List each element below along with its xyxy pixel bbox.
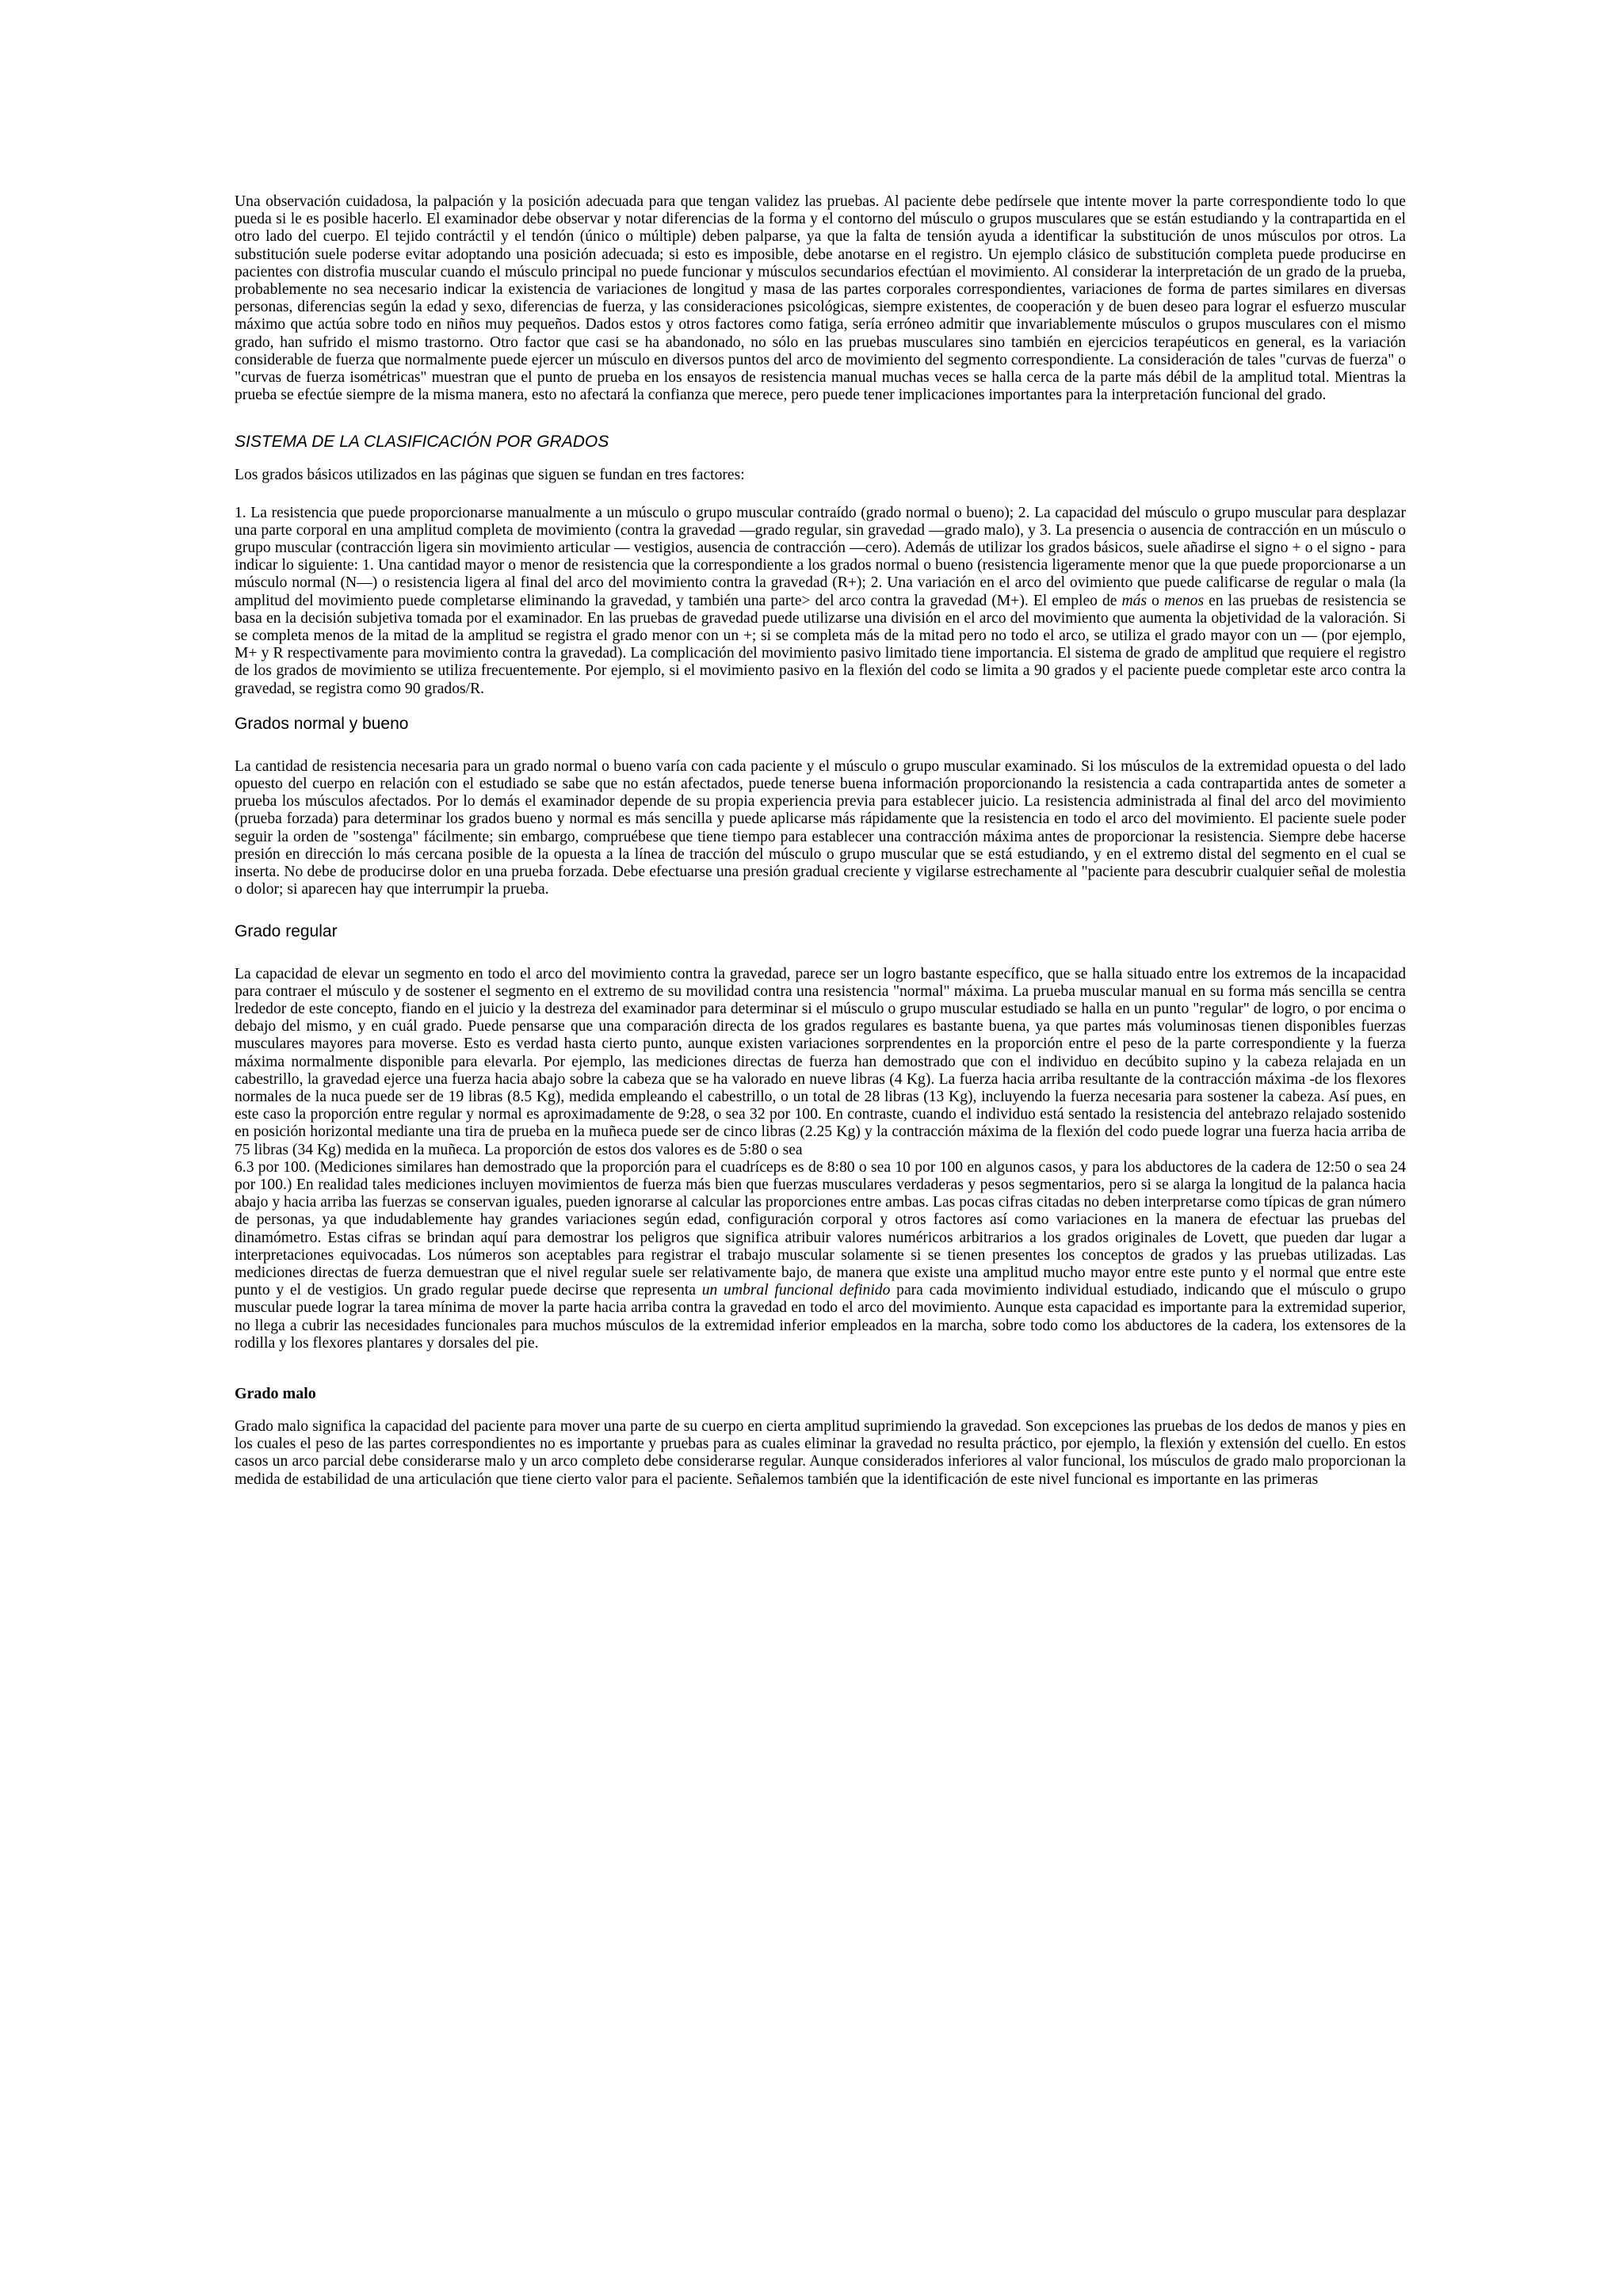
paragraph-grado-malo: Grado malo significa la capacidad del paciente para mover una parte de su cuerpo en cierta amplitud suprimiendo la gravedad. Son excepciones las pruebas de los dedos de manos y pies en los cuales el peso de las partes correspondientes no es importante y pruebas para as cuales eliminar la gravedad no resulta práctico, por ejemplo, la flexión y extensión del cuello. En estos casos un arco parcial debe considerarse malo y un arco completo debe considerarse regular. Aunque considerados inferiores al valor funcional, los músculos de grado malo proporcionan la medida de estabilidad de una articulación que tiene cierto valor para el paciente. Señalemos también que la identificación de este nivel funcional es importante en las primeras (235, 1417, 1406, 1488)
heading-grado-regular: Grado regular (235, 921, 338, 940)
paragraph-observacion: Una observación cuidadosa, la palpación y la posición adecuada para que tengan validez las pruebas. Al paciente debe pedírsele que intente mover la parte correspondiente todo lo que pueda si le es posible hacerlo. El examinador debe observar y notar diferencias de la forma y el contorno del músculo o grupos musculares que se están estudiando y la contrapartida en el otro lado del cuerpo. El tejido contráctil y el tendón (único o múltiple) deben palparse, ya que la falta de tensión ayuda a identificar la substitución de unos músculos por otros. La substitución suele poderse evitar adoptando una posición adecuada; si esto es imposible, debe anotarse en el registro. Un ejemplo clásico de substitución completa puede producirse en pacientes con distrofia muscular cuando el músculo principal no puede funcionar y músculos secundarios efectúan el movimiento. Al considerar la interpretación de un grado de la prueba, probablemente no sea necesario indicar la existencia de variaciones de longitud y masa de las partes corporales correspondientes, variaciones de forma de partes similares en diversas personas, diferencias según la edad y sexo, diferencias de fuerza, y las consideraciones psicológicas, siempre existentes, de cooperación y de buen deseo para lograr el esfuerzo muscular máximo que actúa sobre todo en niños muy pequeños. Dados estos y otros factores como fatiga, sería erróneo admitir que invariablemente músculos o grupos musculares con el mismo grado, han sufrido el mismo trastorno. Otro factor que casi se ha abandonado, no sólo en las pruebas musculares sino también en ejercicios terapéuticos en general, es la variación considerable de fuerza que normalmente puede ejercer un músculo en diversos puntos del arco de movimiento del segmento correspondiente. La consideración de tales "curvas de fuerza" o "curvas de fuerza isométricas" muestran que el punto de prueba en los ensayos de resistencia manual muchas veces se halla cerca de la parte más débil de la amplitud total. Mientras la prueba se efectúe siempre de la misma manera, esto no afectará la confianza que merece, pero puede tener implicaciones importantes para la interpretación funcional del grado. (235, 193, 1406, 404)
paragraph-factores (235, 505, 1406, 698)
paragraph-grados-basicos: Los grados básicos utilizados en las páginas que siguen se fundan en tres factores: (235, 467, 745, 484)
paragraph-normal-bueno: La cantidad de resistencia necesaria para un grado normal o bueno varía con cada paciente y el músculo o grupo muscular examinado. Si los músculos de la extremidad opuesta o del lado opuesto del cuerpo en relación con el estudiado se sabe que no están afectados, puede tenerse buena información proporcionando la resistencia a cada contrapartida antes de someter a prueba los músculos afectados. Por lo demás el examinador depende de su propia experiencia previa para establecer juicio. La resistencia administrada al final del arco del movimiento (prueba forzada) para determinar los grados bueno y normal es más sencilla y puede aplicarse más rápidamente que la resistencia en todo el arco del movimiento. El paciente suele poder seguir la orden de "sostenga" fácilmente; sin embargo, compruébese que tiene tiempo para establecer una contracción máxima antes de proporcionar la resistencia. Siempre debe hacerse presión en dirección lo más cercana posible de la opuesta a la línea de tracción del músculo o grupo muscular que se está estudiando, y en el extremo distal del segmento en el cual se inserta. No debe de producirse dolor en una prueba forzada. Debe efectuarse una presión gradual creciente y vigilarse estrechamente al "paciente para descubrir cualquier señal de molestia o dolor; si aparecen hay que interrumpir la prueba. (235, 757, 1406, 898)
emphasis-mas: más (1121, 592, 1148, 609)
paragraph-mediciones-text-a: 6.3 por 100. (Mediciones similares han demostrado que la proporción para el cuadríceps es de 8:80 o sea 10 por 100 en algunos casos, y para los abductores de la cadera de 12:50 o sea 24 por 100.) En realidad tales mediciones incluyen movimientos de fuerza más bien que fuerzas musculares verdaderas y pesos segmentarios, pero si se alarga la longitud de la palanca hacia abajo y hacia arriba las fuerzas se conservan iguales, pueden ignorarse al calcular las proporciones entre ambas. Las pocas cifras citadas no deben interpretarse como típicas de gran número de personas, ya que indudablemente hay grandes variaciones según edad, configuración corporal y otros factores así como variaciones en la manera de efectuar las pruebas del dinamómetro. Estas cifras se brindan aquí para demostrar los peligros que significa atribuir valores numéricos arbitrarios a los grados originales de Lovett, que pueden dar lugar a interpretaciones equivocadas. Los números son aceptables para registrar el trabajo muscular solamente si se tienen presentes los conceptos de grados y las pruebas utilizadas. Las mediciones directas de fuerza demuestran que el nivel regular suele ser relativamente bajo, de manera que existe una amplitud mucho mayor entre este punto y el normal que entre este punto y el de vestigios. Un grado regular puede decirse que representa (235, 1158, 1406, 1299)
paragraph-mediciones-text-b: para cada movimiento individual estudiado, indicando que el músculo o grupo muscular puede lograr la tarea mínima de mover la parte hacia arriba contra la gravedad en todo el arco del movimiento. Aunque esta capacidad es importante para la extremidad superior, no llega a cubrir las necesidades funcionales para muchos músculos de la extremidad inferior empleados en la marcha, sobre todo como los abductores de la cadera, los extensores de la rodilla y los flexores plantares y dorsales del pie. (235, 1282, 1406, 1352)
document-body (235, 193, 1406, 1489)
emphasis-menos: menos (1164, 592, 1205, 609)
paragraph-grado-regular: La capacidad de elevar un segmento en todo el arco del movimiento contra la gravedad, parece ser un logro bastante específico, que se halla situado entre los extremos de la incapacidad para contraer el músculo y de sostener el segmento en el extremo de su movilidad contra una resistencia "normal" máxima. La prueba muscular manual en su forma más sencilla se centra lrededor de este concepto, fiando en el juicio y la destreza del examinador para determinar si el músculo o grupo muscular estudiado se halla en un punto "regular" de logro, o por encima o debajo del mismo, y en cuál grado. Puede pensarse que una comparación directa de los grados regulares es bastante buena, ya que partes más voluminosas tienen disponibles fuerzas musculares mayores para moverse. Esto es verdad hasta cierto punto, aunque existen variaciones sorprendentes en la proporción entre el peso de la parte correspondiente y la fuerza máxima normalmente disponible para elevarla. Por ejemplo, las mediciones directas de fuerza han demostrado que con el individuo en decúbito supino y la cabeza relajada en un cabestrillo, la gravedad ejerce una fuerza hacia abajo sobre la cabeza que se ha valorado en nueve libras (4 Kg). La fuerza hacia arriba resultante de la contracción máxima -de los flexores normales de la nuca puede ser de 19 libras (8.5 Kg), medida empleando el cabestrillo, o un total de 28 libras (13 Kg), incluyendo la fuerza necesaria para sostener la cabeza. Así pues, en este caso la proporción entre regular y normal es aproximadamente de 9:28, o sea 32 por 100. En contraste, cuando el individuo está sentado la resistencia del antebrazo relajado sostenido en posición horizontal mediante una tira de prueba en la muñeca puede ser de cinco libras (2.25 Kg) y la contracción máxima de la flexión del codo puede lograr una fuerza hacia arriba de 75 libras (34 Kg) medida en la muñeca. La proporción de estos dos valores es de 5:80 o sea (235, 965, 1406, 1158)
paragraph-factores-text-o: o (1147, 592, 1164, 609)
heading-grado-malo: Grado malo (235, 1384, 316, 1402)
paragraph-mediciones (235, 1159, 1406, 1352)
paragraph-factores-text-a: 1. La resistencia que puede proporcionarse manualmente a un músculo o grupo muscular contraído (grado normal o bueno); 2. La capacidad del músculo o grupo muscular para desplazar una parte corporal en una amplitud completa de movimiento (contra la gravedad —grado regular, sin gravedad —grado malo), y 3. La presencia o ausencia de contracción en un músculo o grupo muscular (contracción ligera sin movimiento articular — vestigios, ausencia de contracción —cero). Además de utilizar los grados básicos, suele añadirse el signo + o el signo - para indicar lo siguiente: 1. Una cantidad mayor o menor de resistencia que la correspondiente a los grados normal o bueno (resistencia ligeramente menor que la que puede proporcionarse a un músculo normal (N—) o resistencia ligera al final del arco del movimiento contra la gravedad (R+); 2. Una variación en el arco del ovimiento que puede calificarse de regular o mala (la amplitud del movimiento puede completarse eliminando la gravedad, y también una parte> del arco contra la gravedad (M+). El empleo de (235, 504, 1406, 609)
heading-sistema-clasificacion: SISTEMA DE LA CLASIFICACIÓN POR GRADOS (235, 433, 609, 452)
emphasis-umbral-funcional: un umbral funcional definido (701, 1282, 891, 1299)
heading-grados-normal-bueno: Grados normal y bueno (235, 714, 409, 733)
paragraph-factores-text-b: en las pruebas de resistencia se basa en la decisión subjetiva tomada por el examinador. En las pruebas de gravedad puede utilizarse una división en el arco del movimiento que aumenta la objetividad de la valoración. Si se completa menos de la mitad de la amplitud se registra el grado menor con un +; si se completa más de la mitad pero no todo el arco, se utiliza el grado mayor con un — (por ejemplo, M+ y R respectivamente para movimiento contra la gravedad). La complicación del movimiento pasivo limitado tiene importancia. El sistema de grado de amplitud que requiere el registro de los grados de movimiento se utiliza frecuentemente. Por ejemplo, si el movimiento pasivo en la flexión del codo se limita a 90 grados y el paciente puede completar este arco contra la gravedad, se registra como 90 grados/R. (235, 592, 1407, 697)
